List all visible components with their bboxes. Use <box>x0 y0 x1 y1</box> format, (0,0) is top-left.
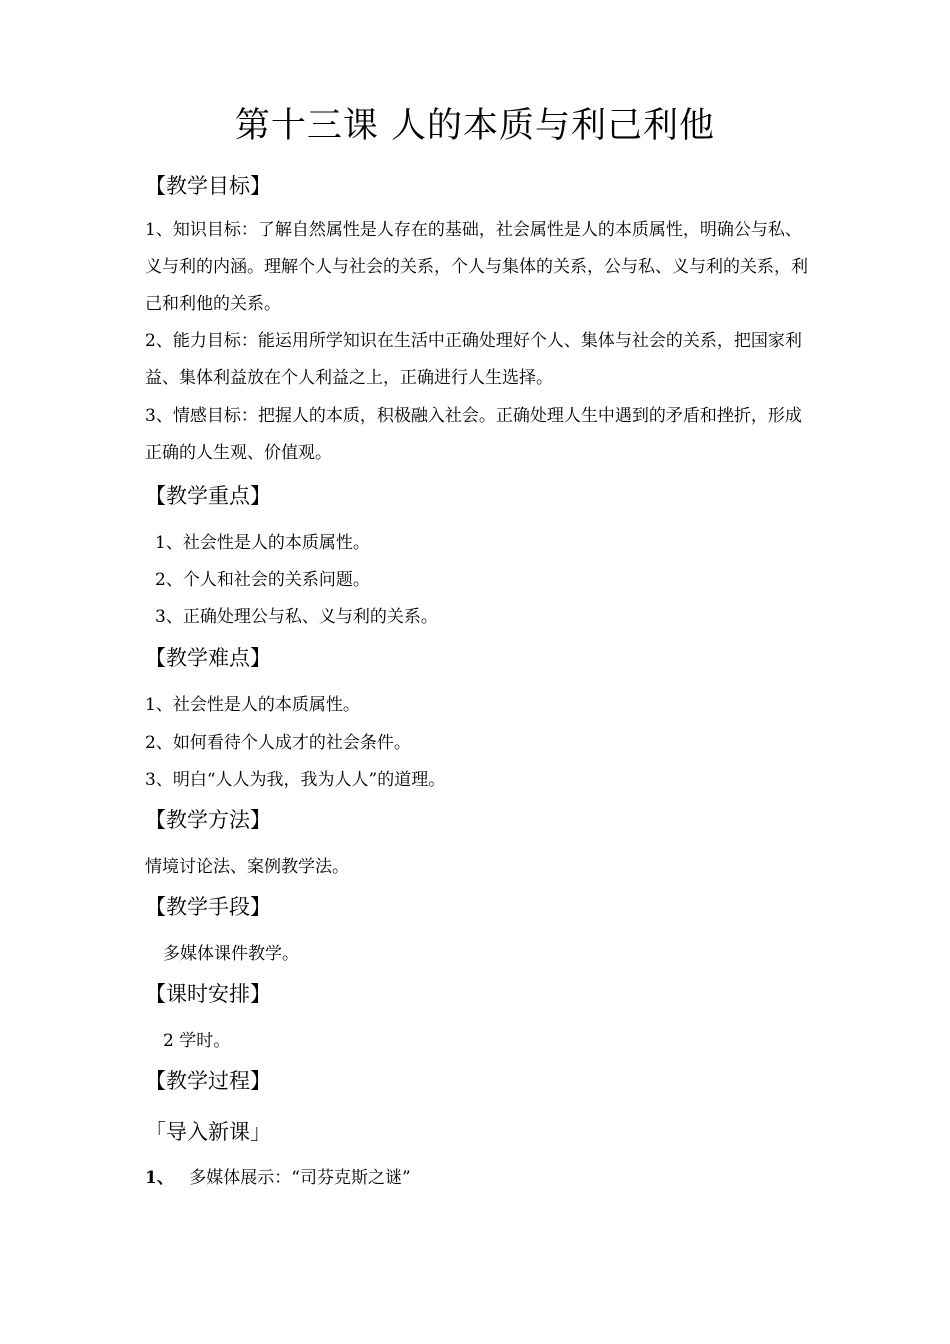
schedule-text: 2 学时。 <box>163 1031 231 1051</box>
schedule-heading: 【课时安排】 <box>145 982 271 1006</box>
lesson-title: 第十三课 人的本质与利己利他 <box>234 106 716 146</box>
objective-item-1: 1、知识目标：了解自然属性是人存在的基础，社会属性是人的本质属性，明确公与私、义与利的内涵。理解个人与社会的关系，个人与集体的关系，公与私、义与利的关系，利己和利他的关系。 <box>145 220 808 314</box>
difficulties-heading: 【教学难点】 <box>145 646 271 670</box>
key-points-heading: 【教学重点】 <box>145 484 271 508</box>
means-heading: 【教学手段】 <box>145 895 271 919</box>
methods-heading: 【教学方法】 <box>145 808 271 832</box>
objectives-heading: 【教学目标】 <box>145 174 271 198</box>
key-point-item-2: 2、个人和社会的关系问题。 <box>155 570 370 590</box>
objective-item-2: 2、能力目标：能运用所学知识在生活中正确处理好个人、集体与社会的关系，把国家利益、集体利益放在个人利益之上，正确进行人生选择。 <box>145 331 802 388</box>
difficulty-item-3: 3、明白“人人为我，我为人人”的道理。 <box>145 770 446 790</box>
process-step-text: 多媒体展示：“司芬克斯之谜” <box>189 1168 411 1188</box>
process-subheading: 「导入新课」 <box>145 1120 271 1144</box>
key-point-item-1: 1、社会性是人的本质属性。 <box>155 533 370 553</box>
objective-item-3: 3、情感目标：把握人的本质，积极融入社会。正确处理人生中遇到的矛盾和挫折，形成正确的人生观、价值观。 <box>145 406 802 463</box>
means-text: 多媒体课件教学。 <box>163 944 299 964</box>
process-heading: 【教学过程】 <box>145 1069 271 1093</box>
difficulty-item-2: 2、如何看待个人成才的社会条件。 <box>145 733 411 753</box>
difficulty-item-1: 1、社会性是人的本质属性。 <box>145 695 360 715</box>
process-step-number: 1、 <box>145 1168 174 1188</box>
key-point-item-3: 3、正确处理公与私、义与利的关系。 <box>155 607 438 627</box>
methods-text: 情境讨论法、案例教学法。 <box>145 857 349 877</box>
process-step-1 <box>145 1164 411 1192</box>
